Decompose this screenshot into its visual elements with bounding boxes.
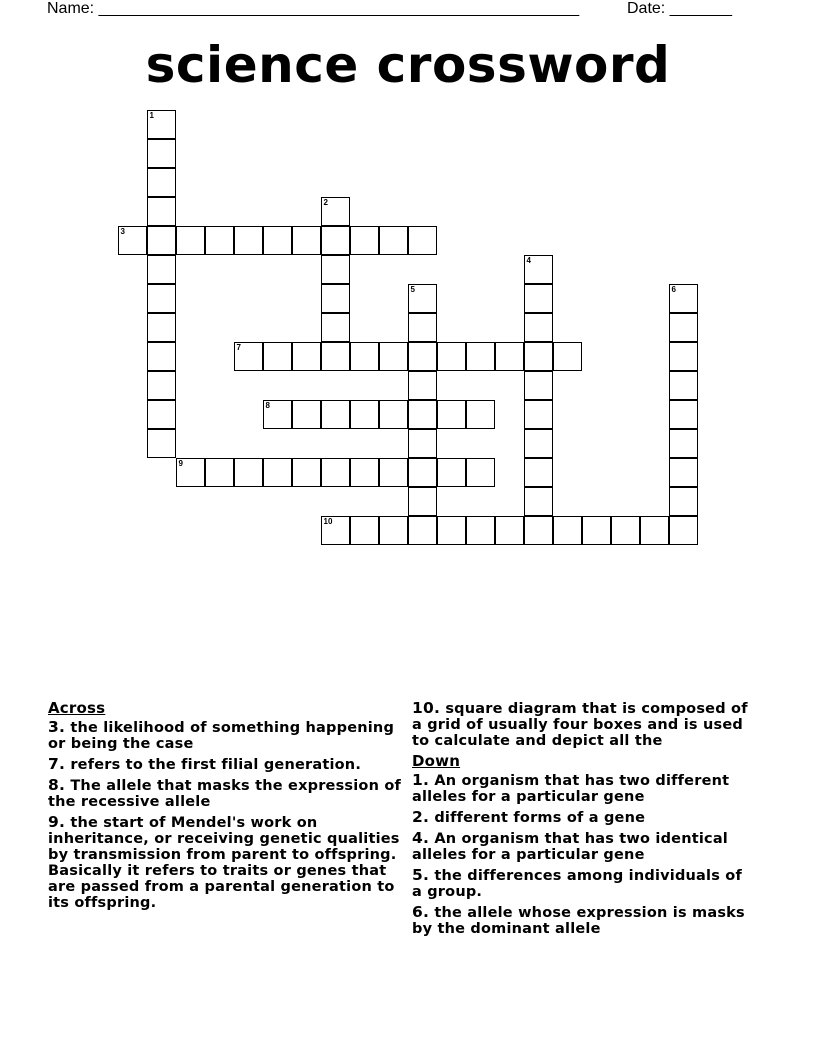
grid-cell[interactable] — [147, 371, 176, 400]
grid-cell[interactable] — [321, 313, 350, 342]
grid-cell[interactable] — [147, 139, 176, 168]
grid-cell[interactable] — [205, 226, 234, 255]
grid-cell[interactable] — [147, 168, 176, 197]
grid-cell[interactable] — [321, 226, 350, 255]
grid-cell[interactable] — [147, 226, 176, 255]
grid-cell[interactable] — [408, 400, 437, 429]
grid-cell[interactable] — [437, 516, 466, 545]
grid-cell[interactable] — [379, 516, 408, 545]
grid-cell[interactable] — [408, 429, 437, 458]
clue-text: different forms of a gene — [434, 810, 646, 826]
clue-number: 2. — [412, 808, 430, 826]
grid-cell[interactable] — [147, 400, 176, 429]
clue-down-1 — [412, 772, 752, 805]
grid-cell[interactable] — [321, 342, 350, 371]
clue-number-label: 5 — [410, 285, 415, 294]
grid-cell[interactable] — [524, 429, 553, 458]
grid-cell[interactable] — [379, 226, 408, 255]
grid-cell[interactable] — [640, 516, 669, 545]
clue-across-9 — [48, 814, 408, 911]
page-title: science crossword — [145, 36, 671, 94]
grid-cell[interactable] — [524, 487, 553, 516]
clue-number-label: 6 — [671, 285, 676, 294]
grid-cell[interactable] — [408, 342, 437, 371]
clues-right-column — [412, 700, 752, 941]
grid-cell[interactable] — [669, 429, 698, 458]
grid-cell[interactable] — [147, 342, 176, 371]
grid-cell[interactable] — [669, 284, 698, 313]
grid-cell[interactable] — [321, 516, 350, 545]
grid-cell[interactable] — [669, 400, 698, 429]
grid-cell[interactable] — [350, 400, 379, 429]
clue-number: 1. — [412, 771, 430, 789]
grid-cell[interactable] — [437, 342, 466, 371]
grid-cell[interactable] — [379, 342, 408, 371]
grid-cell[interactable] — [408, 226, 437, 255]
grid-cell[interactable] — [524, 516, 553, 545]
clue-text: refers to the first filial generation. — [70, 757, 362, 773]
clue-down-4 — [412, 830, 752, 863]
clue-text: the likelihood of something happening or being the case — [48, 720, 395, 752]
clue-number: 7. — [48, 755, 66, 773]
clue-across-7 — [48, 756, 408, 773]
grid-cell[interactable] — [234, 226, 263, 255]
grid-cell[interactable] — [263, 226, 292, 255]
grid-cell[interactable] — [524, 400, 553, 429]
grid-cell[interactable] — [321, 284, 350, 313]
grid-cell[interactable] — [524, 371, 553, 400]
grid-cell[interactable] — [524, 342, 553, 371]
grid-cell[interactable] — [495, 516, 524, 545]
grid-cell[interactable] — [466, 458, 495, 487]
grid-cell[interactable] — [524, 284, 553, 313]
grid-cell[interactable] — [408, 516, 437, 545]
grid-cell[interactable] — [669, 458, 698, 487]
grid-cell[interactable] — [176, 458, 205, 487]
clue-down-6 — [412, 904, 752, 937]
grid-cell[interactable] — [176, 226, 205, 255]
grid-cell[interactable] — [292, 342, 321, 371]
clue-text: An organism that has two identical alleles for a particular gene — [412, 831, 728, 863]
clues-left-column — [48, 700, 408, 915]
grid-cell[interactable] — [466, 400, 495, 429]
grid-cell[interactable] — [437, 400, 466, 429]
clue-number: 10. — [412, 699, 441, 717]
grid-cell[interactable] — [524, 313, 553, 342]
grid-cell[interactable] — [379, 400, 408, 429]
across-heading: Across — [48, 699, 106, 717]
clue-number-label: 8 — [265, 401, 270, 410]
grid-cell[interactable] — [321, 458, 350, 487]
clue-number: 6. — [412, 903, 430, 921]
grid-cell[interactable] — [292, 458, 321, 487]
clue-number: 9. — [48, 813, 66, 831]
clue-down-5 — [412, 867, 752, 900]
grid-cell[interactable] — [524, 255, 553, 284]
clue-text: the allele whose expression is masks by the dominant allele — [412, 905, 745, 937]
clue-number-label: 7 — [236, 343, 241, 352]
clue-number: 8. — [48, 776, 66, 794]
grid-cell[interactable] — [321, 197, 350, 226]
grid-cell[interactable] — [321, 255, 350, 284]
clue-text: square diagram that is composed of a grid of usually four boxes and is used to calculate and depict all the — [412, 701, 748, 749]
grid-cell[interactable] — [350, 342, 379, 371]
clue-number: 3. — [48, 718, 66, 736]
clue-text: the differences among individuals of a group. — [412, 868, 742, 900]
grid-cell[interactable] — [379, 458, 408, 487]
grid-cell[interactable] — [669, 516, 698, 545]
grid-cell[interactable] — [147, 255, 176, 284]
grid-cell[interactable] — [350, 516, 379, 545]
grid-cell[interactable] — [524, 458, 553, 487]
clue-number-label: 2 — [323, 198, 328, 207]
grid-cell[interactable] — [147, 429, 176, 458]
clue-number: 5. — [412, 866, 430, 884]
clue-number-label: 9 — [178, 459, 183, 468]
grid-cell[interactable] — [234, 458, 263, 487]
grid-cell[interactable] — [292, 400, 321, 429]
clue-across-8 — [48, 777, 408, 810]
grid-cell[interactable] — [321, 400, 350, 429]
clue-down-2 — [412, 809, 752, 826]
grid-cell[interactable] — [408, 458, 437, 487]
grid-cell[interactable] — [408, 371, 437, 400]
grid-cell[interactable] — [205, 458, 234, 487]
grid-cell[interactable] — [263, 458, 292, 487]
clue-number-label: 10 — [323, 517, 333, 526]
grid-cell[interactable] — [669, 313, 698, 342]
grid-cell[interactable] — [582, 516, 611, 545]
clue-across-10 — [412, 700, 752, 749]
grid-cell[interactable] — [669, 342, 698, 371]
grid-cell[interactable] — [147, 197, 176, 226]
date-field[interactable]: Date: _______ — [627, 0, 732, 17]
grid-cell[interactable] — [234, 342, 263, 371]
grid-cell[interactable] — [350, 458, 379, 487]
name-field[interactable]: Name: ______________________________________________________ — [47, 0, 580, 17]
clue-number-label: 1 — [149, 111, 154, 120]
grid-cell[interactable] — [263, 400, 292, 429]
grid-cell[interactable] — [147, 313, 176, 342]
grid-cell[interactable] — [118, 226, 147, 255]
grid-cell[interactable] — [553, 516, 582, 545]
grid-cell[interactable] — [466, 516, 495, 545]
grid-cell[interactable] — [350, 226, 379, 255]
grid-cell[interactable] — [263, 342, 292, 371]
grid-cell[interactable] — [408, 284, 437, 313]
clue-across-3 — [48, 719, 408, 752]
grid-cell[interactable] — [437, 458, 466, 487]
clue-text: The allele that masks the expression of the recessive allele — [48, 778, 402, 810]
grid-cell[interactable] — [408, 487, 437, 516]
clue-text: the start of Mendel's work on inheritance, or receiving genetic qualities by transmission from parent to offspring. Basically it refers to traits or genes that are passed from a parental generation to its offspring. — [48, 815, 400, 911]
grid-cell[interactable] — [147, 110, 176, 139]
grid-cell[interactable] — [611, 516, 640, 545]
clue-number-label: 3 — [120, 227, 125, 236]
down-heading: Down — [412, 752, 461, 770]
grid-cell[interactable] — [669, 487, 698, 516]
grid-cell[interactable] — [553, 342, 582, 371]
grid-cell[interactable] — [292, 226, 321, 255]
grid-cell[interactable] — [147, 284, 176, 313]
grid-cell[interactable] — [669, 371, 698, 400]
clue-text: An organism that has two different alleles for a particular gene — [412, 773, 730, 805]
grid-cell[interactable] — [466, 342, 495, 371]
clue-number: 4. — [412, 829, 430, 847]
grid-cell[interactable] — [495, 342, 524, 371]
grid-cell[interactable] — [408, 313, 437, 342]
clue-number-label: 4 — [526, 256, 531, 265]
